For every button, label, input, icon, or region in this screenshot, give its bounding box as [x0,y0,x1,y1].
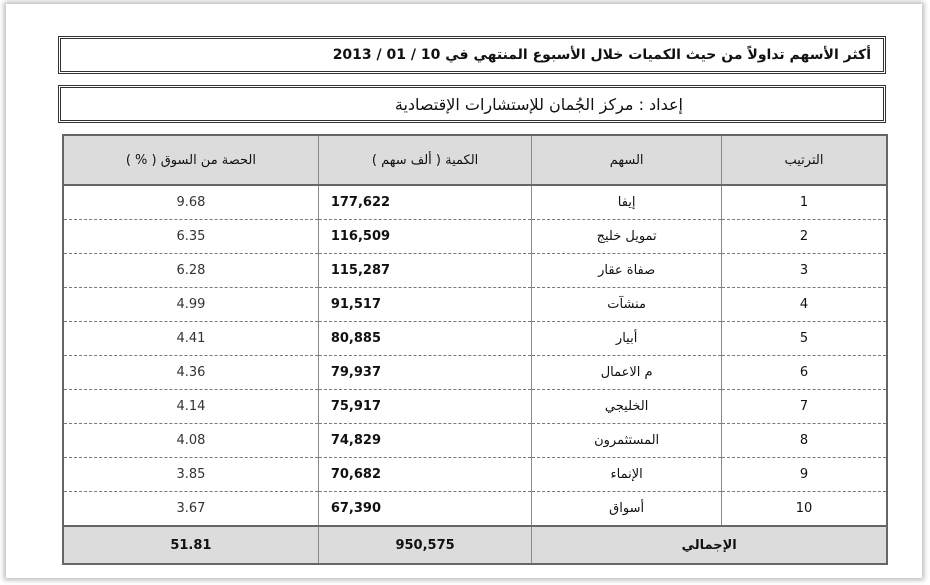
report-title: أكثر الأسهم تداولاً من حيث الكميات خلال الأسبوع المنتهي في 10 / 01 / 2013 [58,36,886,74]
cell-stock: إيفا [532,185,722,220]
header-rank: الترتيب [721,135,887,185]
table-header-row [63,135,887,185]
cell-share: 4.14 [63,390,318,424]
cell-quantity: 177,622 [318,185,532,220]
cell-rank: 10 [721,492,887,527]
cell-rank: 7 [721,390,887,424]
cell-stock: م الاعمال [532,356,722,390]
header-share: الحصة من السوق ( % ) [63,135,318,185]
cell-rank: 5 [721,322,887,356]
cell-stock: الخليجي [532,390,722,424]
cell-share: 4.08 [63,424,318,458]
table-row [63,356,887,390]
table-row [63,185,887,220]
cell-quantity: 91,517 [318,288,532,322]
cell-stock: أسواق [532,492,722,527]
total-share: 51.81 [63,526,318,564]
table-row [63,424,887,458]
cell-rank: 6 [721,356,887,390]
total-label: الإجمالي [532,526,887,564]
cell-stock: صفاة عقار [532,254,722,288]
table-row [63,458,887,492]
table-row [63,322,887,356]
cell-share: 4.99 [63,288,318,322]
cell-share: 4.41 [63,322,318,356]
cell-rank: 1 [721,185,887,220]
cell-share: 3.67 [63,492,318,527]
table-row [63,288,887,322]
cell-quantity: 74,829 [318,424,532,458]
cell-share: 9.68 [63,185,318,220]
cell-quantity: 115,287 [318,254,532,288]
cell-share: 4.36 [63,356,318,390]
header-stock: السهم [532,135,722,185]
cell-share: 6.28 [63,254,318,288]
table-total-row [63,526,887,564]
report-source: إعداد : مركز الجُمان للإستشارات الإقتصادية [58,85,886,123]
header-quantity: الكمية ( ألف سهم ) [318,135,532,185]
cell-stock: أبيار [532,322,722,356]
cell-quantity: 80,885 [318,322,532,356]
cell-share: 3.85 [63,458,318,492]
cell-rank: 4 [721,288,887,322]
document-page [6,4,922,578]
cell-quantity: 75,917 [318,390,532,424]
table-row [63,492,887,527]
most-traded-stocks-table [62,134,888,565]
cell-share: 6.35 [63,220,318,254]
total-quantity: 950,575 [318,526,532,564]
table-row [63,390,887,424]
table-row [63,220,887,254]
cell-stock: المستثمرون [532,424,722,458]
cell-rank: 2 [721,220,887,254]
cell-quantity: 116,509 [318,220,532,254]
cell-quantity: 67,390 [318,492,532,527]
table-row [63,254,887,288]
cell-rank: 8 [721,424,887,458]
cell-stock: الإنماء [532,458,722,492]
cell-quantity: 79,937 [318,356,532,390]
cell-stock: منشآت [532,288,722,322]
cell-quantity: 70,682 [318,458,532,492]
cell-rank: 9 [721,458,887,492]
cell-rank: 3 [721,254,887,288]
cell-stock: تمويل خليج [532,220,722,254]
